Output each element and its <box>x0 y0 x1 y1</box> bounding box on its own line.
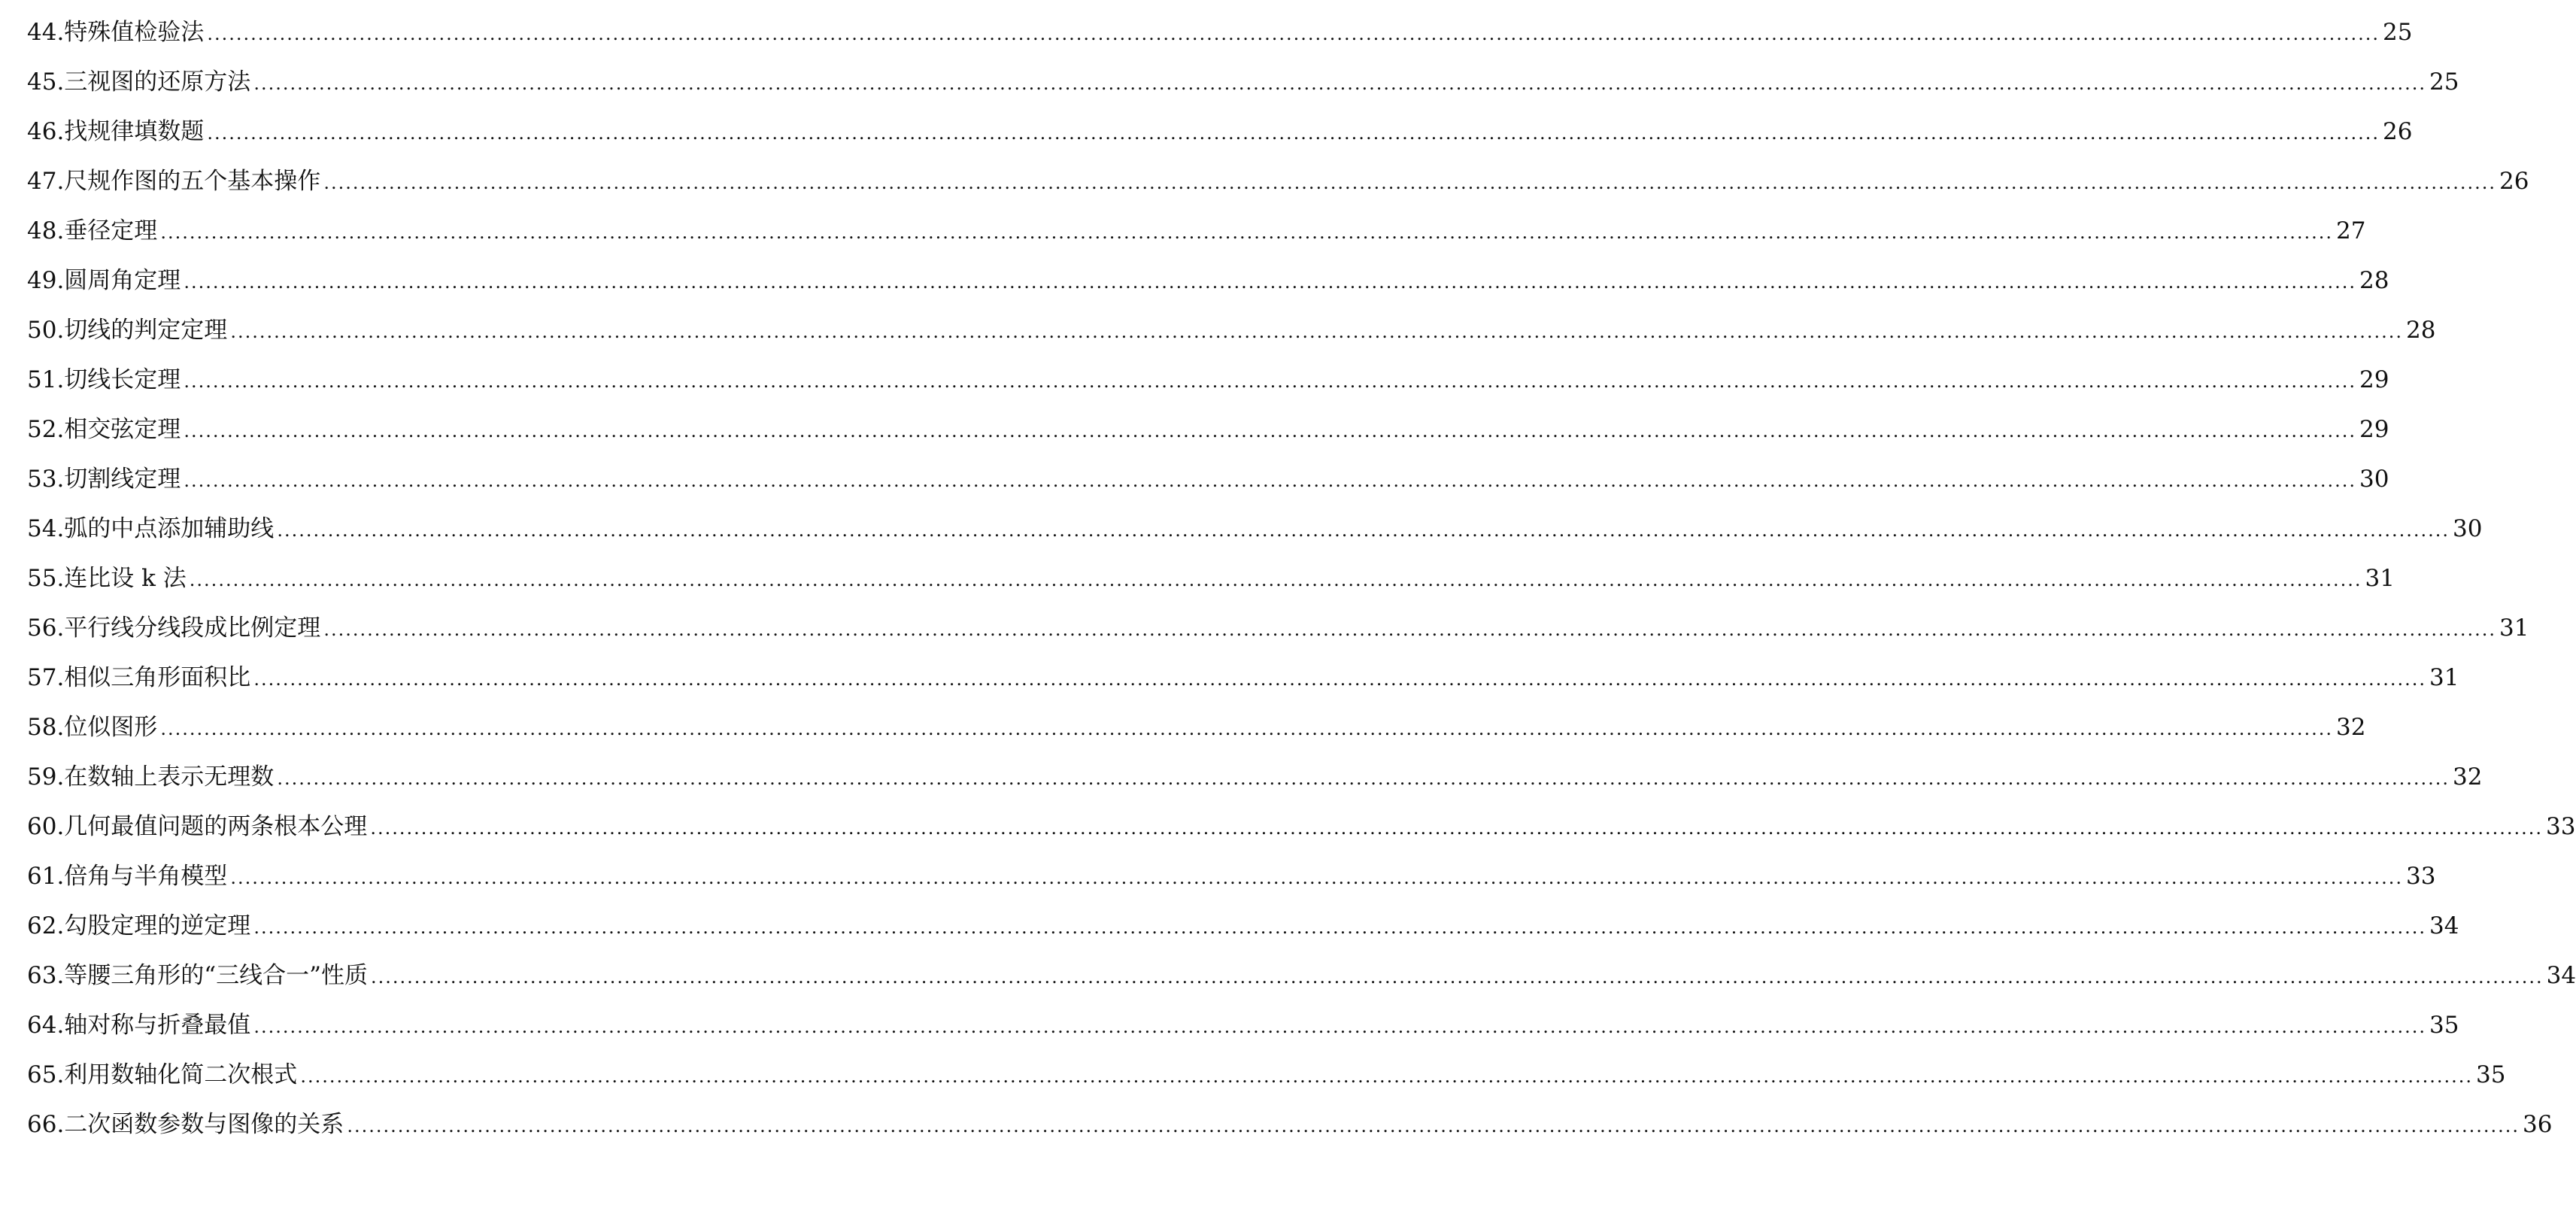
dot-leader: ............................................................................................................................................................................................................................................................................................................ <box>347 1115 2520 1137</box>
toc-entry-page: 28 <box>2359 267 2389 294</box>
toc-entry-title: 54.弧的中点添加辅助线 <box>27 515 275 542</box>
toc-entry-page: 29 <box>2359 416 2389 443</box>
toc-entry[interactable] <box>27 156 2529 206</box>
toc-entry-page: 33 <box>2405 863 2436 890</box>
toc-entry-title: 52.相交弦定理 <box>27 416 181 443</box>
dot-leader: ............................................................................................................................................................................................................................................................................................................ <box>189 569 2362 590</box>
toc-entry-page: 36 <box>2522 1111 2553 1138</box>
toc-entry[interactable] <box>27 57 2459 107</box>
toc-entry[interactable] <box>27 1050 2506 1100</box>
toc-entry-title: 44.特殊值检验法 <box>27 19 205 46</box>
toc-entry-page: 26 <box>2499 168 2529 195</box>
dot-leader: ............................................................................................................................................................................................................................................................................................................ <box>253 917 2426 938</box>
toc-entry-page: 30 <box>2359 466 2389 493</box>
toc-entry[interactable] <box>27 554 2395 603</box>
toc-entry-page: 30 <box>2452 515 2483 542</box>
toc-entry[interactable] <box>27 901 2459 951</box>
toc-entry-title: 65.利用数轴化简二次根式 <box>27 1061 298 1088</box>
dot-leader: ............................................................................................................................................................................................................................................................................................................ <box>184 371 2356 392</box>
dot-leader: ............................................................................................................................................................................................................................................................................................................ <box>230 321 2403 342</box>
dot-leader: ............................................................................................................................................................................................................................................................................................................ <box>184 272 2356 293</box>
dot-leader: ............................................................................................................................................................................................................................................................................................................ <box>253 73 2426 94</box>
toc-entry-page: 25 <box>2382 19 2413 46</box>
toc-entry[interactable] <box>27 206 2366 256</box>
toc-entry-page: 33 <box>2545 813 2576 840</box>
toc-entry-title: 56.平行线分线段成比例定理 <box>27 615 321 642</box>
dot-leader: ............................................................................................................................................................................................................................................................................................................ <box>323 619 2496 640</box>
toc-entry-title: 53.切割线定理 <box>27 466 181 493</box>
toc-entry[interactable] <box>27 504 2483 554</box>
toc-entry-title: 46.找规律填数题 <box>27 118 205 145</box>
toc-entry-title: 51.切线长定理 <box>27 366 181 393</box>
toc-entry-page: 34 <box>2429 912 2459 939</box>
toc-entry[interactable] <box>27 305 2436 355</box>
dot-leader: ............................................................................................................................................................................................................................................................................................................ <box>184 470 2356 491</box>
dot-leader: ............................................................................................................................................................................................................................................................................................................ <box>277 520 2450 541</box>
dot-leader: ............................................................................................................................................................................................................................................................................................................ <box>160 718 2333 739</box>
toc-entry-page: 25 <box>2429 68 2459 96</box>
toc-entry[interactable] <box>27 752 2483 802</box>
toc-entry-title: 59.在数轴上表示无理数 <box>27 763 275 791</box>
toc-entry-title: 49.圆周角定理 <box>27 267 181 294</box>
toc-entry[interactable] <box>27 603 2529 653</box>
toc-entry-title: 58.位似图形 <box>27 714 158 741</box>
dot-leader: ............................................................................................................................................................................................................................................................................................................ <box>253 1016 2426 1037</box>
toc-entry[interactable] <box>27 1000 2459 1050</box>
toc-entry[interactable] <box>27 703 2366 752</box>
toc-entry[interactable] <box>27 851 2436 901</box>
toc-entry[interactable] <box>27 8 2413 57</box>
toc-entry-page: 26 <box>2382 118 2413 145</box>
toc-entry-page: 32 <box>2452 763 2483 791</box>
toc-entry-title: 62.勾股定理的逆定理 <box>27 912 251 939</box>
toc-entry-title: 55.连比设 k 法 <box>27 565 187 592</box>
toc-entry[interactable] <box>27 256 2389 305</box>
toc-entry-title: 66.二次函数参数与图像的关系 <box>27 1111 344 1138</box>
toc-entry[interactable] <box>27 802 2576 851</box>
dot-leader: ............................................................................................................................................................................................................................................................................................................ <box>207 23 2380 44</box>
toc-entry-page: 34 <box>2546 962 2576 989</box>
toc-entry-page: 32 <box>2335 714 2366 741</box>
dot-leader: ............................................................................................................................................................................................................................................................................................................ <box>277 768 2450 789</box>
toc-entry-title: 61.倍角与半角模型 <box>27 863 228 890</box>
toc-entry[interactable] <box>27 355 2389 405</box>
dot-leader: ............................................................................................................................................................................................................................................................................................................ <box>184 420 2356 442</box>
toc-entry[interactable] <box>27 1100 2553 1149</box>
toc-entry-page: 31 <box>2365 565 2395 592</box>
dot-leader: ............................................................................................................................................................................................................................................................................................................ <box>323 172 2496 193</box>
toc-entry-title: 57.相似三角形面积比 <box>27 664 251 691</box>
toc-entry-page: 27 <box>2335 217 2366 244</box>
table-of-contents <box>27 8 2576 1149</box>
toc-entry-title: 48.垂径定理 <box>27 217 158 244</box>
toc-entry-title: 60.几何最值问题的两条根本公理 <box>27 813 368 840</box>
toc-entry-page: 31 <box>2499 615 2529 642</box>
dot-leader: ............................................................................................................................................................................................................................................................................................................ <box>300 1066 2473 1087</box>
toc-entry[interactable] <box>27 454 2389 504</box>
toc-entry-page: 35 <box>2475 1061 2506 1088</box>
dot-leader: ............................................................................................................................................................................................................................................................................................................ <box>230 867 2403 888</box>
toc-entry-page: 29 <box>2359 366 2389 393</box>
toc-entry-page: 35 <box>2429 1012 2459 1039</box>
toc-entry-title: 64.轴对称与折叠最值 <box>27 1012 251 1039</box>
toc-entry-title: 50.切线的判定定理 <box>27 317 228 344</box>
toc-entry-title: 47.尺规作图的五个基本操作 <box>27 168 321 195</box>
toc-entry[interactable] <box>27 653 2459 703</box>
toc-entry[interactable] <box>27 951 2576 1000</box>
toc-entry[interactable] <box>27 107 2413 156</box>
toc-entry-title: 45.三视图的还原方法 <box>27 68 251 96</box>
toc-entry[interactable] <box>27 405 2389 454</box>
dot-leader: ............................................................................................................................................................................................................................................................................................................ <box>253 669 2426 690</box>
dot-leader: ............................................................................................................................................................................................................................................................................................................ <box>207 123 2380 144</box>
toc-entry-page: 28 <box>2405 317 2436 344</box>
toc-entry-page: 31 <box>2429 664 2459 691</box>
dot-leader: ............................................................................................................................................................................................................................................................................................................ <box>371 967 2544 988</box>
dot-leader: ............................................................................................................................................................................................................................................................................................................ <box>160 222 2333 243</box>
dot-leader: ............................................................................................................................................................................................................................................................................................................ <box>370 818 2543 839</box>
toc-entry-title: 63.等腰三角形的“三线合一”性质 <box>27 962 368 989</box>
